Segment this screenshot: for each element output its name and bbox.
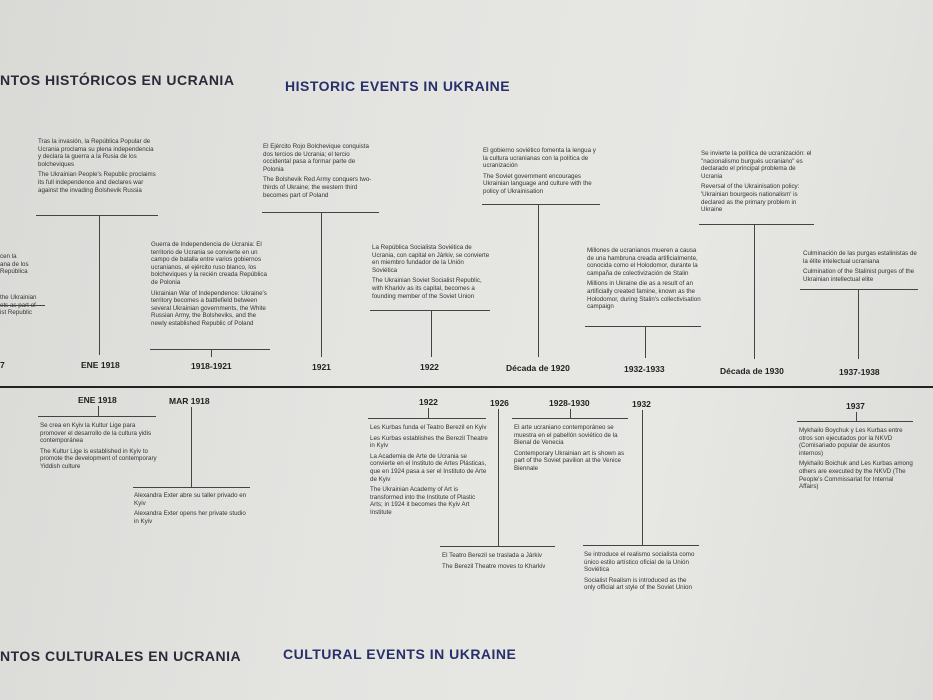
cultural-underline [512, 418, 628, 419]
event-underline [150, 349, 270, 350]
historic-heading-es: NTOS HISTÓRICOS EN UCRANIA [0, 72, 235, 88]
cultural-text: El arte ucraniano contemporáneo se muestra en el pabellón soviético de la Bienal de Venecia Contemporary Ukrainian art is shown as part of the Soviet pavilion at the Venice Biennale [514, 424, 625, 472]
historic-heading-en: HISTORIC EVENTS IN UKRAINE [285, 78, 511, 94]
event-text: Se invierte la política de ucranización: el "nacionalismo burgués ucraniano" es declarado el principal problema de Ucrania Reversal of the Ukrainisation policy: 'Ukrainian bourgeois nationalism' is declared as the primary problem in Ukraine [701, 150, 812, 214]
event-underline [36, 215, 158, 216]
event-underline [370, 310, 490, 311]
cultural-heading-es: NTOS CULTURALES EN UCRANIA [0, 648, 242, 664]
cultural-year: 1926 [490, 398, 509, 408]
event-text: La República Socialista Soviética de Ucrania, con capital en Járkiv, se convierte en miembro fundador de la Unión Soviética The Ukrainian Soviet Socialist Republic, with Kharkiv as its capital, becomes a founding member of the Soviet Union [372, 244, 490, 300]
cultural-text: Mykhailo Boychuk y Les Kurbas entre otros son ejecutados por la NKVD (Comisariado popular de asuntos internos) Mykhailo Boichuk and Les Kurbas among others are executed by the NKVD (The People's Commissariat for Internal Affairs) [799, 427, 913, 491]
cultural-underline [440, 546, 555, 547]
event-underline [0, 305, 45, 306]
event-text: Tras la invasión, la República Popular de Ucrania proclama su plena independencia y declara la guerra a la Rusia de los bolcheviques The Ukrainian People's Republic proclaims its full independence and declares war against the invading Bolshevik Russia [38, 138, 156, 194]
cultural-stem [191, 407, 192, 487]
event-text: cen la ana de los República the Ukrainian ist Republic [0, 253, 37, 317]
event-year: Década de 1930 [720, 366, 784, 376]
cultural-text: Se crea en Kyiv la Kultur Lige para promover el desarrollo de la cultura yidis contemporánea The Kultur Lige is established in Kyiv to promote the development of contemporary Yiddish culture [40, 422, 157, 470]
cultural-underline [368, 418, 486, 419]
event-stem [858, 289, 859, 359]
event-year: 1922 [420, 362, 439, 372]
cultural-underline [133, 487, 250, 488]
cultural-year: 1928-1930 [549, 398, 590, 408]
cultural-year: 1937 [846, 401, 865, 411]
event-stem [431, 310, 432, 357]
event-stem [99, 215, 100, 355]
event-stem [645, 326, 646, 358]
event-year: 7 [0, 360, 5, 370]
cultural-text: El Teatro Berezil se traslada a Járkiv The Berezil Theatre moves to Kharkiv [442, 552, 546, 570]
cultural-text: Les Kurbas funda el Teatro Berezil en Kyiv Les Kurbas establishes the Berezil Theatre in Kyiv La Academia de Arte de Ucrania se convierte en el Instituto de Artes Plásticas, que en 1924 pasa a ser el Instituto de Arte de Kyiv The Ukrainian Academy of Art is transformed into the Institute of Plastic Arts; in 1924 it becomes the Kyiv Art Institute [370, 424, 488, 516]
event-text: Guerra de Independencia de Ucrania: El territorio de Ucrania se convierte en un campo de batalla entre varios gobiernos ucranianos, el ejército ruso blanco, los bolcheviques y la recién creada República de Polonia Ukrainian War of Independence: Ukraine's territory becomes a battlefield between several Ukrainian governments, the White Russian Army, the Bolsheviks, and the newly established Republic of Poland [151, 241, 267, 327]
cultural-year: 1922 [419, 397, 438, 407]
cultural-underline [583, 545, 699, 546]
event-text: El gobierno soviético fomenta la lengua y la cultura ucranianas con la política de ucranización The Soviet government encourages Ukrainian language and culture with the policy of Ukrainisation [483, 147, 596, 195]
cultural-text: Alexandra Exter abre su taller privado en Kyiv Alexandra Exter opens her private studio in Kyiv [134, 492, 247, 525]
event-stem [321, 212, 322, 357]
event-underline [585, 326, 701, 327]
cultural-underline [38, 416, 156, 417]
cultural-text: Se introduce el realismo socialista como único estilo artístico oficial de la Unión Soviética Socialist Realism is introduced as the only official art style of the Soviet Union [584, 551, 695, 592]
event-underline [482, 204, 600, 205]
cultural-heading-en: CULTURAL EVENTS IN UKRAINE [283, 646, 517, 662]
cultural-stem [856, 412, 857, 421]
timeline-axis [0, 386, 933, 388]
event-year: 1921 [312, 362, 331, 372]
cultural-stem [498, 409, 499, 546]
event-text: Culminación de las purgas estalinistas de la élite intelectual ucraniana Culmination of the Stalinist purges of the Ukrainian intellectual elite [803, 250, 917, 283]
cultural-year: ENE 1918 [78, 395, 117, 405]
cultural-year: MAR 1918 [169, 396, 210, 406]
event-text: El Ejército Rojo Bolchevique conquista dos tercios de Ucrania; el tercio occidental pasa a formar parte de Polonia The Bolshevik Red Army conquers two-thirds of Ukraine; the western third becomes part of Poland [263, 143, 372, 199]
event-underline [699, 224, 814, 225]
event-year: Década de 1920 [506, 363, 570, 373]
cultural-stem [428, 408, 429, 418]
event-text: Millones de ucranianos mueren a causa de una hambruna creada artificialmente, conocida como el Holodomor, durante la campaña de colectivización de Stalin Millions in Ukraine die as a result of an artificially created famine, known as the Holodomor, during Stalin's collectivisation campaign [587, 247, 701, 311]
cultural-stem [642, 410, 643, 545]
event-year: 1937-1938 [839, 367, 880, 377]
cultural-year: 1932 [632, 399, 651, 409]
event-stem [211, 349, 212, 357]
cultural-stem [570, 409, 571, 418]
event-year: ENE 1918 [81, 360, 120, 370]
cultural-underline [797, 421, 913, 422]
event-underline [800, 289, 918, 290]
event-stem [754, 224, 755, 359]
event-year: 1932-1933 [624, 364, 665, 374]
event-year: 1918-1921 [191, 361, 232, 371]
event-stem [538, 204, 539, 357]
cultural-stem [98, 406, 99, 416]
